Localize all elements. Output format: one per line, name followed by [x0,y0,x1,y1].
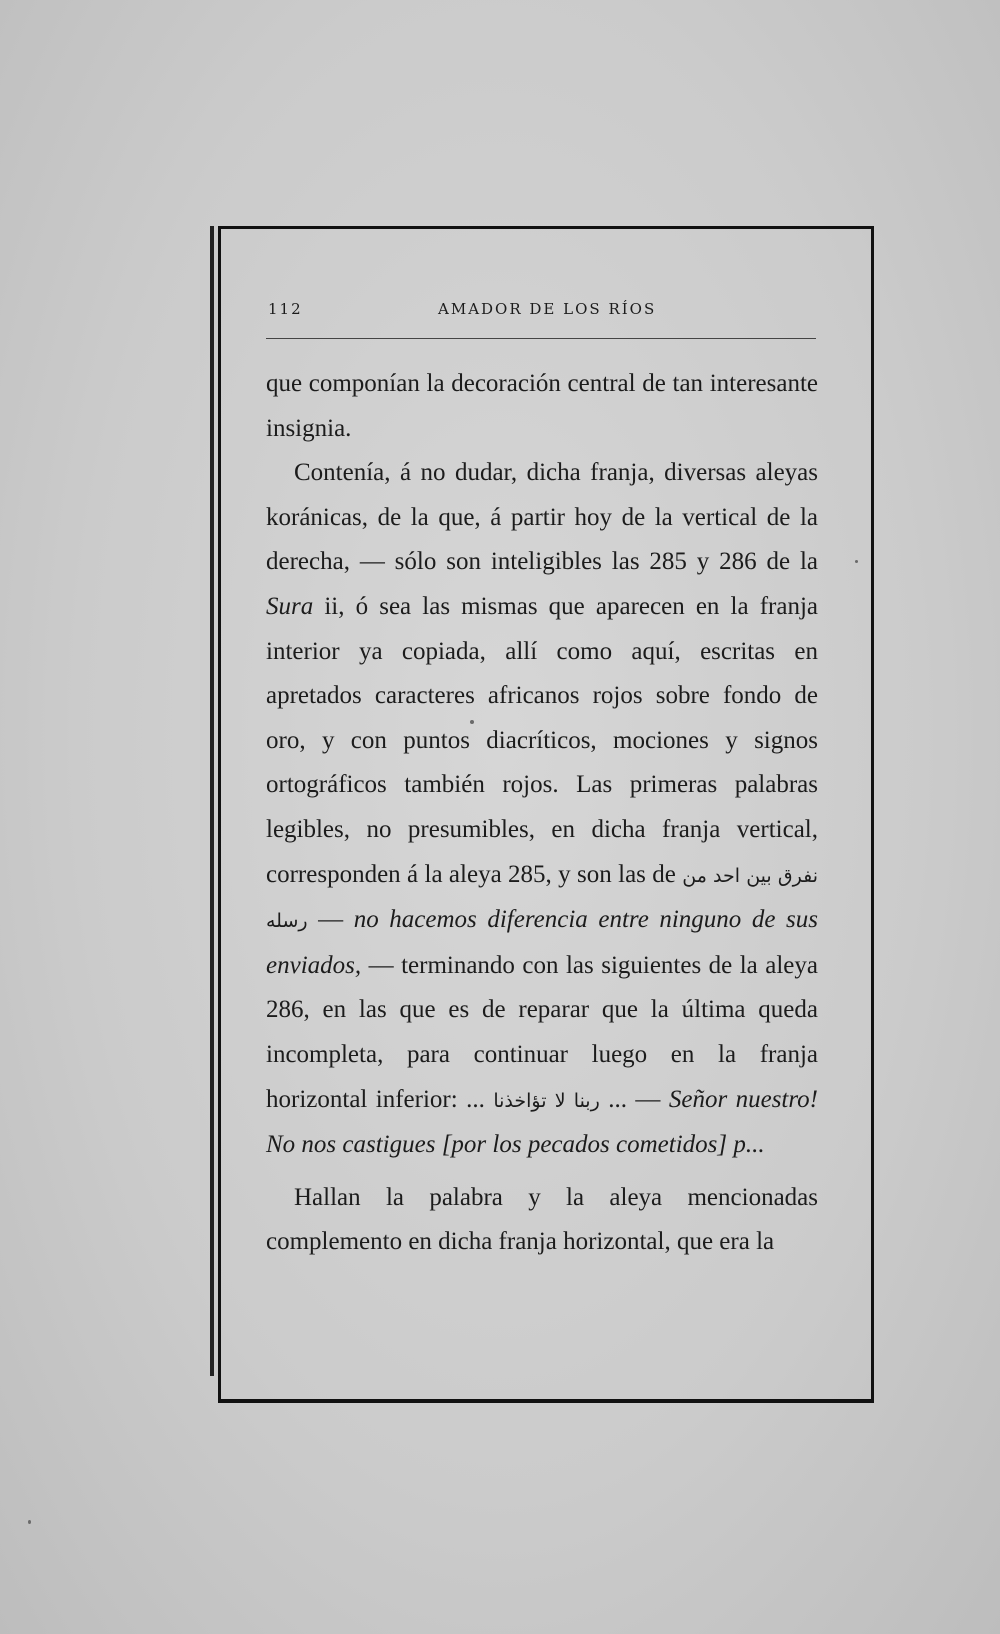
p2-text-a: Contenía, á no dudar, dicha franja, diversas aleyas koránicas, de la que, á partir hoy de la vertical de la derecha, — sólo son inteligibles las 285 y 286 de la [266,459,818,576]
p2-translation-2: Señor nuestro! No nos castigues [por los pecados cometidos] p... [266,1085,819,1159]
header-rule [266,338,816,339]
p2-translation-1: no hacemos diferencia entre ninguno de sus enviados, [266,906,819,979]
scan-speck [855,560,858,563]
p2-text-g: ... — [599,1085,669,1113]
running-head: AMADOR DE LOS RÍOS [438,300,657,318]
scan-speck [470,720,474,724]
paragraph-1: que componían la decoración central de tan interesante insignia. [266,370,818,442]
paragraph-3: Hallan la palabra y la aleya mencionadas complemento en dicha franja horizontal, que era la [266,1183,818,1256]
page-number: 112 [268,300,303,318]
page-header [266,298,826,322]
paragraph-2 [266,451,818,1168]
frame-edge [210,226,214,1376]
scan-speck [28,1520,31,1524]
arabic-quote-2: ربنا لا تؤاخذنا [493,1089,600,1112]
p2-text-d: — [307,906,354,934]
p2-sura: Sura [266,592,314,620]
body-text [266,362,818,1265]
arabic-quote-1: نفرق بين احد من رسله [266,864,818,933]
p2-text-c: ii, ó sea las mismas que aparecen en la franja interior ya copiada, allí como aquí, escritas en apretados caracteres africanos rojos sobre fondo de oro, y con puntos diacríticos, mociones y signos ortográficos también rojos. Las primeras palabras legibles, no presumibles, en dicha franja vertical, corresponden á la aleya 285, y son las de [266,592,818,888]
p2-text-f: — terminando con las siguientes de la aleya 286, en las que es de reparar que la última queda incompleta, para continuar luego en la franja horizontal inferior: ... [266,951,818,1113]
